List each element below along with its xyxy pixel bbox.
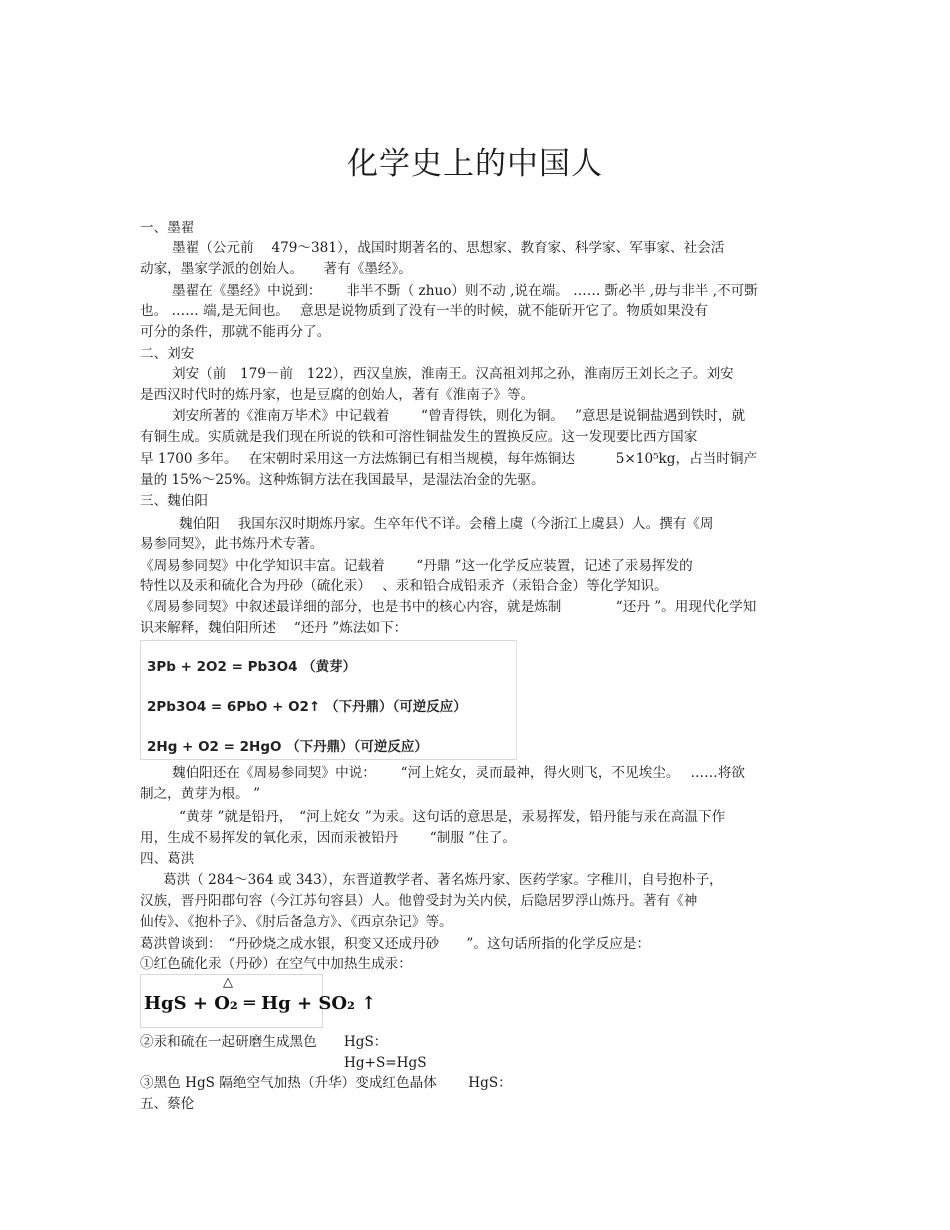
- text-line: “黄芽 ”就是铅丹， “河上姹女 ”为汞。这句话的意思是，汞易挥发，铅丹能与汞在高温下作: [179, 809, 726, 825]
- heat-symbol: △: [223, 975, 233, 990]
- text-line: 用，生成不易挥发的氧化汞，因而汞被铅丹 “制服 ”住了。: [140, 830, 516, 846]
- text-line: ②汞和硫在一起研磨生成黑色 HgS：: [140, 1034, 388, 1050]
- text-line: 也。 …… 端,是无间也。 意思是说物质到了没有一半的时候，就不能斫开它了。物质如果没有: [140, 303, 708, 319]
- text-line: 仙传》、《抱朴子》、《肘后备急方》、《西京杂记》等。: [140, 914, 453, 930]
- text-line: 有铜生成。实质就是我们现在所说的铁和可溶性铜盐发生的置换反应。这一发现要比西方国家: [140, 429, 698, 445]
- text-line: 制之，黄芽为根。 ”: [140, 786, 261, 802]
- text-line: Hg+S=HgS: [344, 1055, 427, 1071]
- equation-line: 2Pb3O4 = 6PbO + O2↑ （下丹鼎）（可逆反应）: [147, 699, 467, 715]
- text-line: 刘安所著的《淮南万毕术》中记载着 “曾青得铁，则化为铜。 ”意思是说铜盐遇到铁时，就: [172, 408, 746, 424]
- text-line: 动家，墨家学派的创始人。 著有《墨经》。: [140, 261, 412, 277]
- hgs-equation-image: [140, 974, 377, 1028]
- page-title: 化学史上的中国人: [347, 146, 603, 182]
- text-line: 魏伯阳还在《周易参同契》中说： “河上姹女，灵而最神，得火则飞，不见埃尘。 ……将欲: [172, 765, 745, 781]
- text-line: 魏伯阳 我国东汉时期炼丹家。生卒年代不详。会稽上虞（今浙江上虞县）人。撰有《周: [179, 516, 714, 532]
- text-line: 是西汉时代时的炼丹家，也是豆腐的创始人，著有《淮南子》等。: [140, 387, 535, 403]
- equation-line: 2Hg + O2 = 2HgO （下丹鼎）（可逆反应）: [147, 739, 428, 755]
- text-line: 特性以及汞和硫化合为丹砂（硫化汞） 、汞和铅合成铅汞齐（汞铅合金）等化学知识。: [140, 578, 668, 594]
- text-line: 《周易参同契》中叙述最详细的部分，也是书中的核心内容，就是炼制 “还丹 ”。用现代化学知: [140, 599, 757, 615]
- text-line: 五、蔡伦: [140, 1096, 195, 1112]
- text-line: 三、魏伯阳: [140, 493, 208, 509]
- text-line: 汉族，晋丹阳郡句容（今江苏句容县）人。他曾受封为关内侯，后隐居罗浮山炼丹。著有《神: [140, 893, 698, 909]
- text-line: 《周易参同契》中化学知识丰富。记载着 “丹鼎 ”这一化学反应装置，记述了汞易挥发的: [140, 558, 693, 574]
- text-line: 墨翟在《墨经》中说到： 非半不斲（ zhuo）则不动 ,说在端。 …… 斲必半 ,毋与非半 ,不可斲: [172, 283, 758, 299]
- text-line: 量的 15%～25%。这种炼铜方法在我国最早，是湿法冶金的先驱。: [140, 472, 545, 488]
- equation-line: 3Pb + 2O2 = Pb3O4 （黄芽）: [147, 659, 357, 675]
- text-line: 识来解释，魏伯阳所述 “还丹 ”炼法如下：: [140, 620, 408, 636]
- text-line: 易参同契》，此书炼丹术专著。: [140, 536, 324, 552]
- text-line: 四、葛洪: [140, 851, 195, 867]
- hgs-equation: HgS + O₂ ═ Hg + SO₂ ↑: [144, 993, 377, 1014]
- text-line: 刘安（前 179－前 122），西汉皇族，淮南王。汉高祖刘邦之孙，淮南厉王刘长之子。刘安: [172, 366, 734, 382]
- text-line: 早 1700 多年。 在宋朝时采用这一方法炼铜已有相当规模，每年炼铜达 5×10⁵kg，占当时铜产: [140, 451, 758, 467]
- text-line: ①红色硫化汞（丹砂）在空气中加热生成汞：: [140, 956, 412, 972]
- text-line: 二、刘安: [140, 346, 195, 362]
- text-line: 葛洪曾谈到： “丹砂烧之成水银，积变又还成丹砂 ”。这句话所指的化学反应是：: [140, 936, 651, 952]
- reaction-equations-box: [140, 640, 517, 760]
- text-line: ③黑色 HgS 隔绝空气加热（升华）变成红色晶体 HgS：: [140, 1075, 512, 1091]
- text-line: 墨翟（公元前 479～381），战国时期著名的、思想家、教育家、科学家、军事家、社会活: [172, 240, 725, 256]
- text-line: 一、墨翟: [140, 220, 195, 236]
- text-line: 可分的条件，那就不能再分了。: [140, 324, 331, 340]
- text-line: 葛洪（ 284～364 或 343），东晋道教学者、著名炼丹家、医药学家。字稚川，自号抱朴子，: [163, 872, 723, 888]
